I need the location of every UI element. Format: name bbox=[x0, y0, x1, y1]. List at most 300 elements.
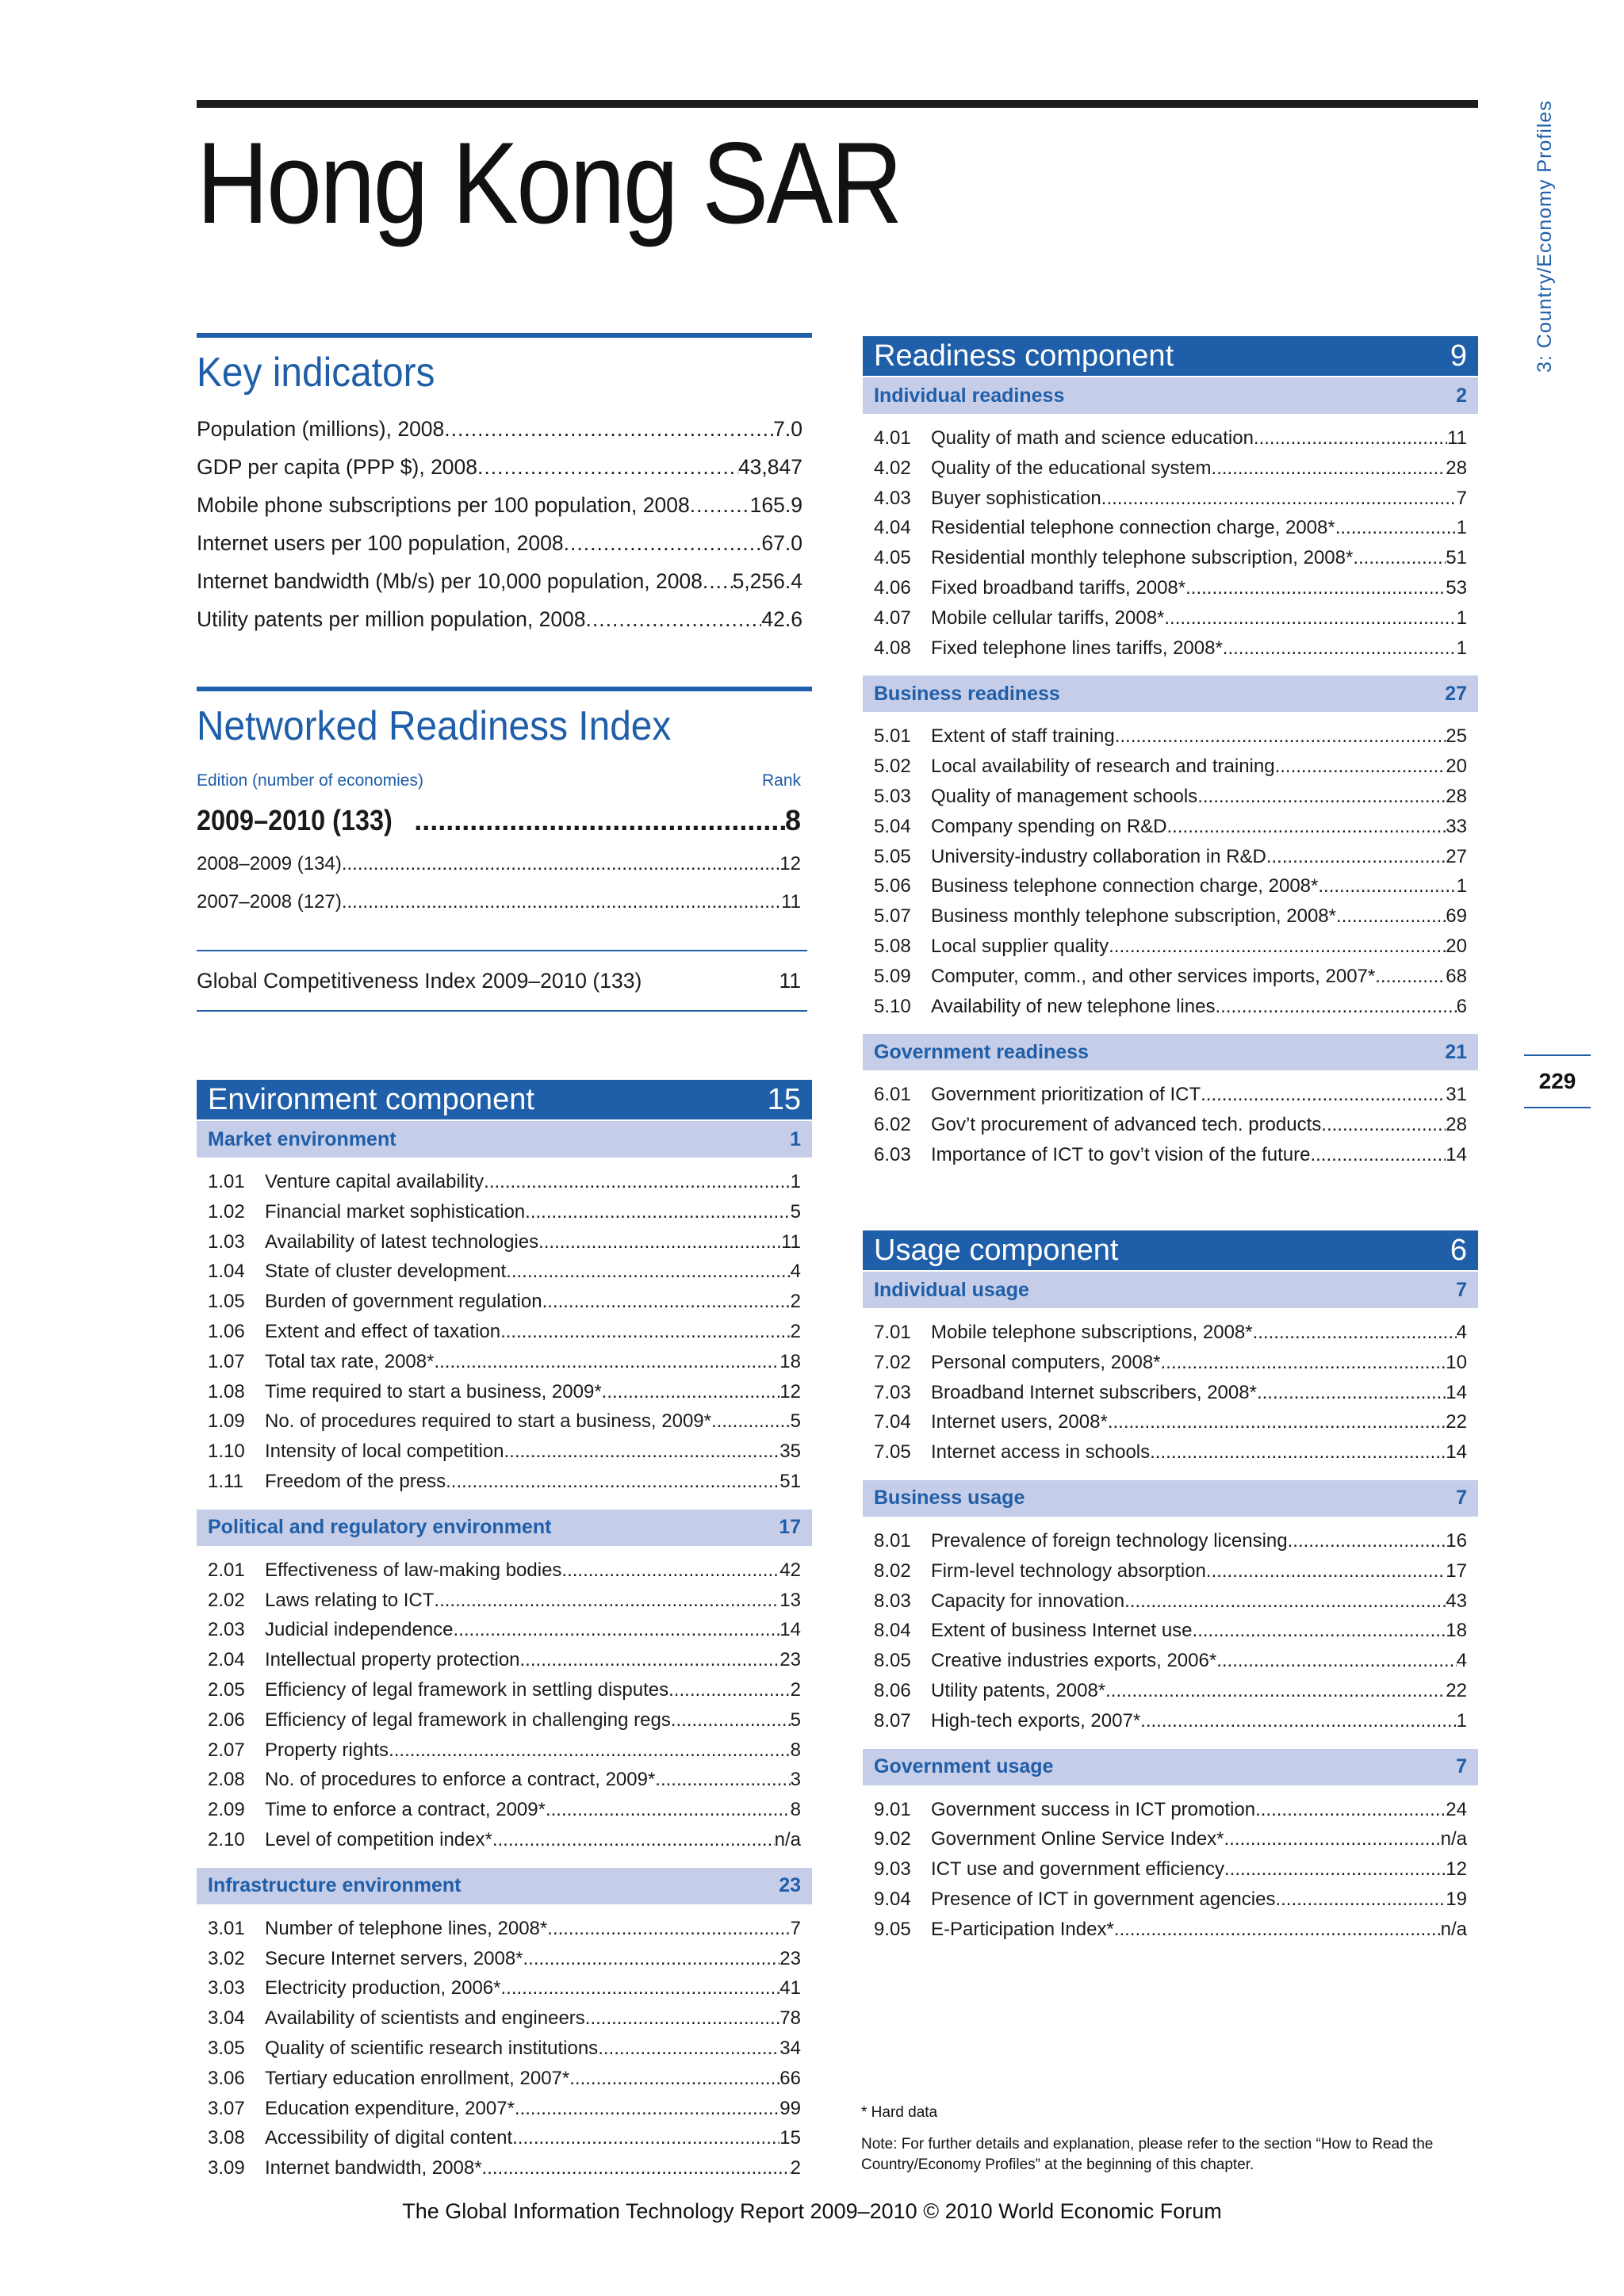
indicator-rank: n/a bbox=[1440, 1918, 1467, 1940]
indicator-row bbox=[208, 1586, 801, 1616]
indicator-rank: 13 bbox=[779, 1589, 801, 1611]
leader-dots bbox=[434, 1347, 779, 1377]
indicator-list bbox=[197, 1158, 812, 1502]
indicator-label: Mobile telephone subscriptions, 2008* bbox=[931, 1322, 1253, 1343]
leader-dots bbox=[1161, 1348, 1446, 1378]
indicator-row bbox=[208, 2064, 801, 2094]
indicator-rank: 41 bbox=[779, 1977, 801, 1999]
leader-dots bbox=[1353, 543, 1446, 573]
leader-dots bbox=[711, 1406, 791, 1437]
indicator-number: 1.02 bbox=[208, 1200, 245, 1223]
indicator-label: Government success in ICT promotion bbox=[931, 1798, 1256, 1820]
indicator-rank: 14 bbox=[1446, 1441, 1467, 1464]
indicator-rank: n/a bbox=[774, 1828, 801, 1850]
indicator-label: Fixed telephone lines tariffs, 2008* bbox=[931, 637, 1223, 659]
nri-edition-label: 2007–2008 (127) bbox=[197, 891, 342, 913]
indicator-label: Availability of latest technologies bbox=[265, 1230, 539, 1253]
pillar-title: Political and regulatory environment bbox=[208, 1516, 552, 1539]
gci-row bbox=[197, 950, 807, 1012]
indicator-row bbox=[874, 752, 1467, 782]
indicator-number: 1.08 bbox=[208, 1380, 245, 1402]
indicator-rank: 69 bbox=[1446, 905, 1467, 928]
indicator-rank: 11 bbox=[1447, 427, 1467, 449]
indicator-rank: 2 bbox=[790, 1678, 801, 1701]
indicator-rank: 22 bbox=[1446, 1411, 1467, 1433]
indicator-number: 2.05 bbox=[208, 1678, 245, 1701]
indicator-number: 6.01 bbox=[874, 1084, 911, 1106]
leader-dots bbox=[1318, 871, 1456, 901]
usage-component-rank: 6 bbox=[1450, 1233, 1467, 1267]
indicator-number: 5.08 bbox=[874, 935, 911, 957]
indicator-number: 4.05 bbox=[874, 547, 911, 569]
indicator-row bbox=[874, 1915, 1467, 1945]
indicator-rank: 23 bbox=[779, 1947, 801, 1969]
leader-dots bbox=[1212, 453, 1446, 484]
pillar-rank: 23 bbox=[779, 1874, 801, 1897]
indicator-row bbox=[208, 1257, 801, 1287]
pillar-title: Business readiness bbox=[874, 682, 1060, 705]
top-rule bbox=[197, 100, 1478, 108]
indicator-rank: 14 bbox=[1446, 1381, 1467, 1403]
indicator-label: Accessibility of digital content bbox=[265, 2127, 513, 2149]
indicator-number: 7.04 bbox=[874, 1411, 911, 1433]
indicator-list bbox=[863, 712, 1478, 1026]
indicator-row bbox=[208, 1556, 801, 1586]
indicator-row bbox=[208, 1347, 801, 1377]
indicator-rank: 1 bbox=[1456, 607, 1467, 629]
indicator-label: Personal computers, 2008* bbox=[931, 1351, 1161, 1373]
nri-current-edition-label: 2009–2010 (133) bbox=[197, 804, 393, 836]
leader-dots bbox=[1335, 513, 1457, 543]
indicator-label: Internet users, 2008* bbox=[931, 1411, 1108, 1433]
leader-dots bbox=[1105, 1676, 1446, 1706]
indicator-row bbox=[208, 1437, 801, 1467]
indicator-rank: 7 bbox=[1456, 487, 1467, 509]
indicator-number: 2.09 bbox=[208, 1799, 245, 1821]
indicator-rank: 2 bbox=[790, 1291, 801, 1313]
indicator-row bbox=[208, 1197, 801, 1227]
leader-dots bbox=[1124, 1586, 1446, 1617]
indicator-rank: 51 bbox=[1446, 547, 1467, 569]
indicator-label: Secure Internet servers, 2008* bbox=[265, 1947, 523, 1969]
indicator-rank: 28 bbox=[1446, 785, 1467, 807]
explanation-note: Note: For further details and explanation, please refer to the section “How to Read the Country/Economy Profiles” at the beginning of this chapter. bbox=[861, 2136, 1434, 2173]
gci-label: Global Competitiveness Index 2009–2010 (133) bbox=[197, 968, 642, 993]
indicator-number: 9.04 bbox=[874, 1888, 911, 1910]
indicator-number: 4.01 bbox=[874, 427, 911, 449]
key-indicator-row bbox=[197, 607, 807, 632]
indicator-row bbox=[874, 1378, 1467, 1408]
indicator-row bbox=[874, 1616, 1467, 1646]
indicator-rank: 68 bbox=[1446, 965, 1467, 987]
leader-dots bbox=[703, 569, 733, 594]
indicator-number: 3.07 bbox=[208, 2097, 245, 2119]
leader-dots bbox=[504, 1437, 780, 1467]
pillar-rank: 7 bbox=[1456, 1487, 1467, 1510]
indicator-label: Electricity production, 2006* bbox=[265, 1977, 501, 1999]
indicator-row bbox=[874, 812, 1467, 842]
indicator-rank: 5 bbox=[790, 1709, 801, 1731]
key-indicator-row bbox=[197, 569, 807, 594]
indicator-rank: 31 bbox=[1446, 1084, 1467, 1106]
leader-dots bbox=[506, 1257, 790, 1287]
leader-dots bbox=[501, 1973, 780, 2003]
indicator-number: 2.10 bbox=[208, 1828, 245, 1850]
pillar-title: Business usage bbox=[874, 1487, 1025, 1510]
indicator-label: Availability of new telephone lines bbox=[931, 995, 1216, 1017]
leader-dots bbox=[1254, 423, 1447, 453]
indicator-number: 4.02 bbox=[874, 457, 911, 479]
leader-dots bbox=[1150, 1437, 1446, 1468]
leader-dots bbox=[484, 1167, 790, 1197]
indicator-number: 2.06 bbox=[208, 1709, 245, 1731]
indicator-row bbox=[874, 1110, 1467, 1140]
leader-dots bbox=[520, 1645, 780, 1675]
indicator-rank: 14 bbox=[779, 1619, 801, 1641]
section-side-label: 3: Country/Economy Profiles bbox=[1534, 100, 1556, 373]
nri-edition-rank: 11 bbox=[781, 891, 801, 913]
pillar-title: Individual readiness bbox=[874, 384, 1065, 407]
indicator-label: Quality of math and science education bbox=[931, 427, 1254, 449]
indicator-rank: 33 bbox=[1446, 815, 1467, 837]
nri-heading: Networked Readiness Index bbox=[197, 703, 672, 749]
indicator-row bbox=[874, 1885, 1467, 1915]
indicator-row bbox=[874, 1824, 1467, 1854]
pillar-rank: 1 bbox=[790, 1127, 801, 1150]
indicator-label: Level of competition index* bbox=[265, 1828, 492, 1850]
indicator-row bbox=[208, 1377, 801, 1407]
indicator-row bbox=[874, 871, 1467, 901]
indicator-row bbox=[874, 573, 1467, 603]
leader-dots bbox=[690, 493, 750, 518]
indicator-row bbox=[208, 1287, 801, 1317]
leader-dots bbox=[598, 2034, 779, 2064]
indicator-row bbox=[874, 1140, 1467, 1170]
pillar-header bbox=[863, 1749, 1478, 1785]
leader-dots bbox=[668, 1675, 791, 1705]
indicator-label: Prevalence of foreign technology licensing bbox=[931, 1529, 1288, 1552]
indicator-rank: 12 bbox=[779, 1380, 801, 1402]
leader-dots bbox=[546, 1795, 791, 1825]
indicator-label: High-tech exports, 2007* bbox=[931, 1709, 1141, 1732]
indicator-label: Availability of scientists and engineers bbox=[265, 2007, 585, 2030]
indicator-number: 4.08 bbox=[874, 637, 911, 659]
indicator-rank: 28 bbox=[1446, 457, 1467, 479]
indicator-label: Importance of ICT to gov’t vision of the future bbox=[931, 1143, 1311, 1165]
nri-edition-header: Edition (number of economies) bbox=[197, 771, 423, 790]
pillar-rank: 7 bbox=[1456, 1755, 1467, 1778]
indicator-number: 9.05 bbox=[874, 1918, 911, 1940]
indicator-rank: 28 bbox=[1446, 1114, 1467, 1136]
indicator-rank: 17 bbox=[1446, 1559, 1467, 1582]
pillar-title: Government usage bbox=[874, 1755, 1054, 1778]
indicator-row bbox=[874, 1080, 1467, 1110]
key-indicator-label: GDP per capita (PPP $), 2008 bbox=[197, 455, 478, 479]
indicator-number: 3.03 bbox=[208, 1977, 245, 1999]
indicator-rank: 20 bbox=[1446, 935, 1467, 957]
key-indicator-value: 5,256.4 bbox=[732, 569, 802, 593]
leader-dots bbox=[1167, 812, 1446, 842]
pillar-header bbox=[863, 1034, 1478, 1070]
indicator-number: 9.03 bbox=[874, 1858, 911, 1881]
readiness-component-title: Readiness component bbox=[874, 339, 1174, 373]
indicator-row bbox=[874, 721, 1467, 752]
key-indicator-label: Population (millions), 2008 bbox=[197, 417, 445, 441]
indicator-rank: 2 bbox=[790, 1320, 801, 1342]
indicator-label: Education expenditure, 2007* bbox=[265, 2097, 515, 2119]
leader-dots bbox=[444, 417, 773, 442]
indicator-rank: 1 bbox=[1456, 875, 1467, 897]
indicator-row bbox=[874, 423, 1467, 453]
indicator-number: 9.02 bbox=[874, 1828, 911, 1850]
nri-edition-label: 2008–2009 (134) bbox=[197, 853, 342, 874]
indicator-row bbox=[208, 1406, 801, 1437]
pillar-header bbox=[197, 1868, 812, 1904]
indicator-row bbox=[208, 1944, 801, 1974]
indicator-rank: 5 bbox=[790, 1410, 801, 1433]
indicator-label: Residential telephone connection charge, 2008* bbox=[931, 517, 1335, 539]
leader-dots bbox=[1215, 992, 1456, 1022]
indicator-rank: 12 bbox=[1446, 1858, 1467, 1881]
usage-component-header bbox=[863, 1230, 1478, 1270]
leader-dots bbox=[564, 531, 762, 556]
indicator-label: Broadband Internet subscribers, 2008* bbox=[931, 1381, 1257, 1403]
indicator-label: Internet bandwidth, 2008* bbox=[265, 2157, 482, 2179]
indicator-list bbox=[197, 1904, 812, 2188]
indicator-rank: 25 bbox=[1446, 725, 1467, 748]
leader-dots bbox=[1257, 1378, 1446, 1408]
indicator-number: 1.09 bbox=[208, 1410, 245, 1433]
indicator-number: 6.03 bbox=[874, 1143, 911, 1165]
indicator-rank: 42 bbox=[779, 1559, 801, 1581]
indicator-rank: 1 bbox=[1456, 1709, 1467, 1732]
indicator-rank: 51 bbox=[779, 1470, 801, 1492]
indicator-row bbox=[874, 513, 1467, 543]
leader-dots bbox=[542, 1287, 791, 1317]
indicator-row bbox=[874, 1706, 1467, 1736]
indicator-row bbox=[208, 1765, 801, 1795]
hard-data-note: * Hard data bbox=[861, 2104, 938, 2121]
key-indicator-row bbox=[197, 417, 807, 442]
leader-dots bbox=[1108, 1407, 1446, 1437]
nri-column-headers bbox=[197, 771, 807, 790]
indicator-rank: 22 bbox=[1446, 1679, 1467, 1701]
key-indicator-value: 165.9 bbox=[749, 493, 802, 517]
indicator-number: 5.05 bbox=[874, 845, 911, 867]
leader-dots bbox=[482, 2153, 791, 2183]
indicator-label: Total tax rate, 2008* bbox=[265, 1350, 435, 1372]
indicator-number: 2.01 bbox=[208, 1559, 245, 1581]
indicator-number: 2.08 bbox=[208, 1769, 245, 1791]
indicator-list bbox=[863, 414, 1478, 668]
indicator-rank: 8 bbox=[790, 1739, 801, 1761]
indicator-label: Laws relating to ICT bbox=[265, 1589, 435, 1611]
indicator-label: Computer, comm., and other services imports, 2007* bbox=[931, 965, 1376, 987]
indicator-row bbox=[208, 1914, 801, 1944]
pillar-title: Infrastructure environment bbox=[208, 1874, 462, 1897]
leader-dots bbox=[538, 1227, 781, 1257]
indicator-list bbox=[863, 1070, 1478, 1174]
indicator-rank: 18 bbox=[779, 1350, 801, 1372]
key-indicators-heading: Key indicators bbox=[197, 350, 435, 396]
indicator-label: Business telephone connection charge, 2008* bbox=[931, 875, 1319, 897]
indicator-number: 4.03 bbox=[874, 487, 911, 509]
indicator-rank: 19 bbox=[1446, 1888, 1467, 1910]
indicator-number: 3.02 bbox=[208, 1947, 245, 1969]
leader-dots bbox=[1275, 752, 1446, 782]
indicator-number: 4.06 bbox=[874, 576, 911, 599]
indicator-row bbox=[208, 1645, 801, 1675]
indicator-rank: 4 bbox=[1456, 1322, 1467, 1343]
indicator-label: Fixed broadband tariffs, 2008* bbox=[931, 576, 1186, 599]
leader-dots bbox=[500, 1317, 791, 1347]
indicator-row bbox=[208, 2003, 801, 2034]
leader-dots bbox=[1193, 1616, 1446, 1646]
indicator-label: Time required to start a business, 2009* bbox=[265, 1380, 602, 1402]
leader-dots bbox=[1114, 1915, 1441, 1945]
indicator-number: 6.02 bbox=[874, 1114, 911, 1136]
leader-dots bbox=[523, 1944, 780, 1974]
leader-dots bbox=[446, 1467, 779, 1497]
indicator-number: 1.04 bbox=[208, 1261, 245, 1283]
leader-dots bbox=[655, 1765, 790, 1795]
leader-dots bbox=[1253, 1318, 1457, 1348]
pillar-title: Government readiness bbox=[874, 1040, 1089, 1063]
key-indicator-row bbox=[197, 493, 807, 518]
indicator-number: 9.01 bbox=[874, 1798, 911, 1820]
indicator-label: Government Online Service Index* bbox=[931, 1828, 1224, 1850]
indicator-rank: 1 bbox=[1456, 517, 1467, 539]
indicator-rank: 10 bbox=[1446, 1351, 1467, 1373]
nri-rule bbox=[197, 687, 812, 691]
leader-dots bbox=[1223, 633, 1457, 664]
indicator-row bbox=[874, 1854, 1467, 1885]
indicator-label: University-industry collaboration in R&D bbox=[931, 845, 1266, 867]
leader-dots bbox=[1224, 1854, 1446, 1885]
indicator-row bbox=[208, 1705, 801, 1735]
indicator-rank: 11 bbox=[781, 1230, 801, 1253]
pillar-header bbox=[863, 1272, 1478, 1308]
indicator-row bbox=[874, 1676, 1467, 1706]
leader-dots bbox=[477, 455, 738, 480]
indicator-row bbox=[208, 1167, 801, 1197]
nri-current-edition-row bbox=[197, 804, 807, 837]
indicator-number: 2.07 bbox=[208, 1739, 245, 1761]
indicator-row bbox=[874, 1318, 1467, 1348]
key-indicator-value: 43,847 bbox=[737, 455, 802, 479]
indicator-rank: n/a bbox=[1440, 1828, 1467, 1850]
indicator-number: 8.06 bbox=[874, 1679, 911, 1701]
indicator-label: Property rights bbox=[265, 1739, 389, 1761]
leader-dots bbox=[1288, 1526, 1446, 1556]
indicator-rank: 3 bbox=[790, 1769, 801, 1791]
indicator-rank: 18 bbox=[1446, 1620, 1467, 1642]
indicator-list bbox=[863, 1517, 1478, 1741]
indicator-label: Local availability of research and training bbox=[931, 756, 1275, 778]
indicator-label: Local supplier quality bbox=[931, 935, 1109, 957]
indicator-label: Time to enforce a contract, 2009* bbox=[265, 1799, 546, 1821]
indicator-row bbox=[874, 633, 1467, 664]
pillar-rank: 17 bbox=[779, 1516, 801, 1539]
indicator-label: Intellectual property protection bbox=[265, 1649, 520, 1671]
indicator-number: 3.05 bbox=[208, 2037, 245, 2059]
leader-dots bbox=[586, 607, 762, 632]
indicator-row bbox=[874, 1795, 1467, 1825]
environment-component-rank: 15 bbox=[767, 1082, 801, 1116]
indicator-number: 2.03 bbox=[208, 1619, 245, 1641]
indicator-rank: 78 bbox=[779, 2007, 801, 2030]
indicator-row bbox=[208, 1317, 801, 1347]
indicator-rank: 1 bbox=[790, 1171, 801, 1192]
pillar-rank: 21 bbox=[1445, 1040, 1467, 1063]
leader-dots bbox=[1101, 484, 1457, 514]
indicator-rank: 1 bbox=[1456, 637, 1467, 659]
usage-component-table bbox=[863, 1230, 1478, 1950]
indicator-row bbox=[874, 901, 1467, 932]
indicator-number: 8.05 bbox=[874, 1650, 911, 1672]
indicator-label: Mobile cellular tariffs, 2008* bbox=[931, 607, 1165, 629]
leader-dots bbox=[525, 1197, 790, 1227]
leader-dots bbox=[1375, 962, 1446, 992]
page-title: Hong Kong SAR bbox=[197, 118, 901, 247]
indicator-number: 5.01 bbox=[874, 725, 911, 748]
nri-edition-rank: 12 bbox=[779, 853, 801, 874]
indicator-label: ICT use and government efficiency bbox=[931, 1858, 1224, 1881]
indicator-number: 5.09 bbox=[874, 965, 911, 987]
indicator-list bbox=[197, 1546, 812, 1860]
indicator-rank: 34 bbox=[779, 2037, 801, 2059]
indicator-row bbox=[208, 1973, 801, 2003]
indicator-label: Quality of the educational system bbox=[931, 457, 1212, 479]
indicator-rank: 27 bbox=[1446, 845, 1467, 867]
leader-dots bbox=[1266, 842, 1446, 872]
leader-dots bbox=[1109, 932, 1446, 962]
indicator-label: Quality of management schools bbox=[931, 785, 1198, 807]
leader-dots bbox=[1321, 1110, 1446, 1140]
indicator-row bbox=[874, 932, 1467, 962]
indicator-label: Venture capital availability bbox=[265, 1171, 485, 1192]
readiness-component-header bbox=[863, 336, 1478, 376]
indicator-number: 7.02 bbox=[874, 1351, 911, 1373]
indicator-number: 2.02 bbox=[208, 1589, 245, 1611]
leader-dots bbox=[1275, 1885, 1446, 1915]
environment-component-table bbox=[197, 1080, 812, 2188]
indicator-row bbox=[208, 2123, 801, 2153]
indicator-number: 1.03 bbox=[208, 1230, 245, 1253]
indicator-row bbox=[208, 1675, 801, 1705]
leader-dots bbox=[1255, 1795, 1446, 1825]
indicator-number: 1.10 bbox=[208, 1441, 245, 1463]
indicator-number: 4.04 bbox=[874, 517, 911, 539]
leader-dots bbox=[492, 1825, 775, 1855]
indicator-row bbox=[874, 1556, 1467, 1586]
indicator-label: Judicial independence bbox=[265, 1619, 454, 1641]
indicator-label: Creative industries exports, 2006* bbox=[931, 1650, 1217, 1672]
indicator-number: 5.02 bbox=[874, 756, 911, 778]
indicator-rank: 2 bbox=[790, 2157, 801, 2179]
environment-component-title: Environment component bbox=[208, 1082, 534, 1116]
indicator-row bbox=[208, 1795, 801, 1825]
pillar-header bbox=[863, 1480, 1478, 1517]
indicator-row bbox=[208, 2034, 801, 2064]
indicator-label: Extent and effect of taxation bbox=[265, 1320, 501, 1342]
indicator-label: Residential monthly telephone subscription, 2008* bbox=[931, 547, 1354, 569]
key-indicator-value: 67.0 bbox=[761, 531, 802, 555]
indicator-number: 7.01 bbox=[874, 1322, 911, 1343]
usage-component-title: Usage component bbox=[874, 1233, 1119, 1267]
leader-dots bbox=[454, 1615, 780, 1645]
nri-edition-row bbox=[197, 891, 807, 913]
